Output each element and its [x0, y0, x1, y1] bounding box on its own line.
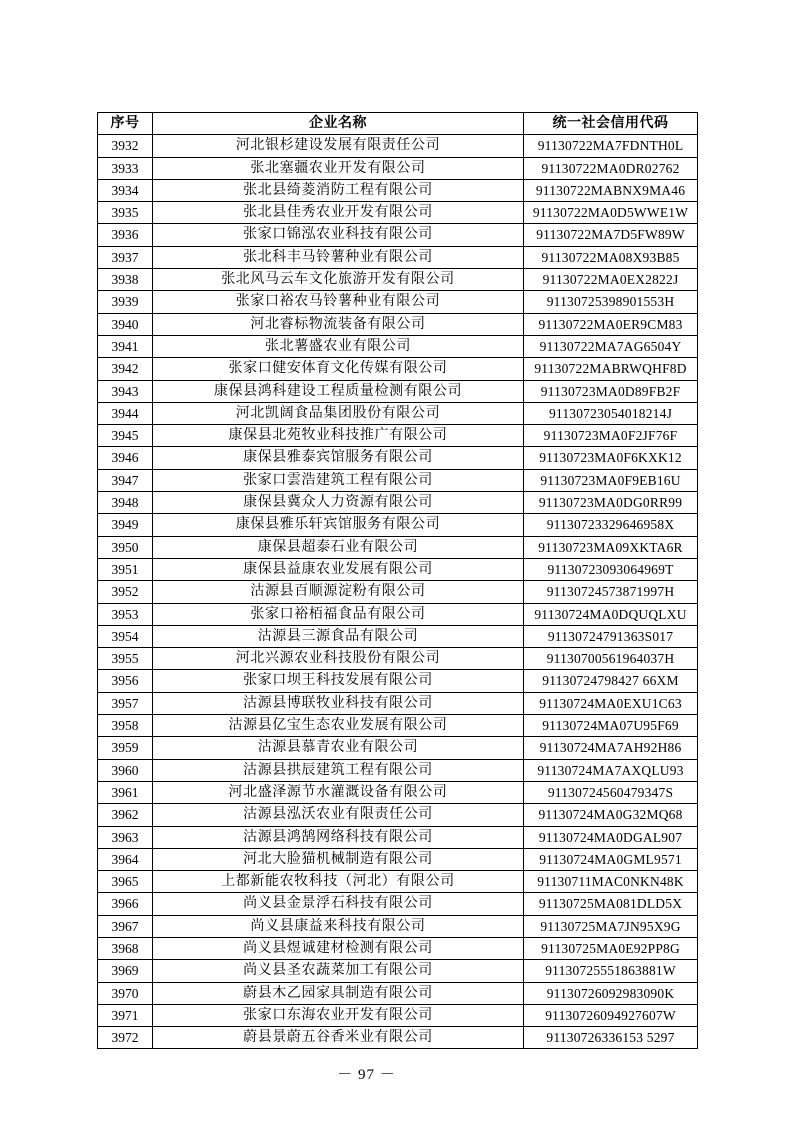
cell-enterprise-name: 沽源县百顺源淀粉有限公司: [153, 581, 524, 603]
cell-sequence: 3935: [98, 202, 153, 224]
column-header-sequence: 序号: [98, 113, 153, 135]
table-row: [98, 313, 698, 335]
cell-sequence: 3962: [98, 804, 153, 826]
table-row: [98, 335, 698, 357]
cell-credit-code: 91130724573871997H: [524, 581, 698, 603]
cell-enterprise-name: 沽源县博联牧业科技有限公司: [153, 692, 524, 714]
cell-credit-code: 91130724MA0DQUQLXU: [524, 603, 698, 625]
cell-sequence: 3968: [98, 937, 153, 959]
table-row: [98, 625, 698, 647]
table-row: [98, 558, 698, 580]
enterprise-registry-table: [97, 112, 698, 1049]
cell-sequence: 3952: [98, 581, 153, 603]
cell-enterprise-name: 沽源县泓沃农业有限责任公司: [153, 804, 524, 826]
cell-credit-code: 91130725MA0E92PP8G: [524, 937, 698, 959]
table-row: [98, 269, 698, 291]
cell-credit-code: 91130724MA0DGAL907: [524, 826, 698, 848]
cell-enterprise-name: 张家口裕农马铃薯种业有限公司: [153, 291, 524, 313]
cell-sequence: 3953: [98, 603, 153, 625]
cell-sequence: 3949: [98, 514, 153, 536]
cell-sequence: 3960: [98, 759, 153, 781]
page-footer: [0, 1063, 793, 1084]
cell-sequence: 3956: [98, 670, 153, 692]
cell-credit-code: 91130724MA7AH92H86: [524, 737, 698, 759]
cell-sequence: 3948: [98, 492, 153, 514]
enterprise-registry-table-container: [97, 112, 697, 1049]
column-header-credit-code: 统一社会信用代码: [524, 113, 698, 135]
cell-enterprise-name: 张北县绮菱消防工程有限公司: [153, 179, 524, 201]
cell-credit-code: 91130722MABRWQHF8D: [524, 358, 698, 380]
cell-sequence: 3959: [98, 737, 153, 759]
cell-enterprise-name: 河北凯阔食品集团股份有限公司: [153, 402, 524, 424]
cell-sequence: 3947: [98, 469, 153, 491]
cell-enterprise-name: 康保县鸿科建设工程质量检测有限公司: [153, 380, 524, 402]
cell-credit-code: 91130722MA08X93B85: [524, 246, 698, 268]
cell-enterprise-name: 张家口雲浩建筑工程有限公司: [153, 469, 524, 491]
cell-sequence: 3972: [98, 1027, 153, 1049]
table-row: [98, 469, 698, 491]
cell-enterprise-name: 沽源县三源食品有限公司: [153, 625, 524, 647]
cell-credit-code: 91130722MABNX9MA46: [524, 179, 698, 201]
cell-enterprise-name: 张北薯盛农业有限公司: [153, 335, 524, 357]
table-row: [98, 224, 698, 246]
table-row: [98, 603, 698, 625]
cell-enterprise-name: 张家口东海农业开发有限公司: [153, 1004, 524, 1026]
table-row: [98, 648, 698, 670]
cell-credit-code: 91130724791363S017: [524, 625, 698, 647]
table-row: [98, 826, 698, 848]
page-number: － 97 －: [337, 1067, 396, 1083]
cell-sequence: 3958: [98, 715, 153, 737]
cell-enterprise-name: 河北银杉建设发展有限责任公司: [153, 135, 524, 157]
cell-sequence: 3937: [98, 246, 153, 268]
cell-sequence: 3943: [98, 380, 153, 402]
table-row: [98, 893, 698, 915]
cell-sequence: 3944: [98, 402, 153, 424]
table-row: [98, 1004, 698, 1026]
cell-credit-code: 91130723054018214J: [524, 402, 698, 424]
cell-credit-code: 91130725MA081DLD5X: [524, 893, 698, 915]
cell-credit-code: 91130726336153 5297: [524, 1027, 698, 1049]
cell-sequence: 3970: [98, 982, 153, 1004]
cell-sequence: 3942: [98, 358, 153, 380]
cell-sequence: 3966: [98, 893, 153, 915]
cell-enterprise-name: 张北塞疆农业开发有限公司: [153, 157, 524, 179]
cell-credit-code: 91130722MA0DR02762: [524, 157, 698, 179]
table-row: [98, 447, 698, 469]
cell-sequence: 3945: [98, 425, 153, 447]
table-row: [98, 492, 698, 514]
table-row: [98, 759, 698, 781]
cell-credit-code: 91130723093064969T: [524, 558, 698, 580]
cell-sequence: 3933: [98, 157, 153, 179]
cell-enterprise-name: 张家口坝王科技发展有限公司: [153, 670, 524, 692]
cell-credit-code: 91130722MA0D5WWE1W: [524, 202, 698, 224]
cell-enterprise-name: 张家口健安体育文化传媒有限公司: [153, 358, 524, 380]
cell-enterprise-name: 沽源县亿宝生态农业发展有限公司: [153, 715, 524, 737]
cell-credit-code: 91130725551863881W: [524, 960, 698, 982]
table-row: [98, 179, 698, 201]
cell-credit-code: 91130700561964037H: [524, 648, 698, 670]
cell-enterprise-name: 蔚县景蔚五谷香米业有限公司: [153, 1027, 524, 1049]
table-row: [98, 804, 698, 826]
cell-sequence: 3969: [98, 960, 153, 982]
cell-credit-code: 91130724MA0GML9571: [524, 848, 698, 870]
table-row: [98, 692, 698, 714]
cell-sequence: 3938: [98, 269, 153, 291]
table-row: [98, 358, 698, 380]
cell-credit-code: 91130724MA07U95F69: [524, 715, 698, 737]
cell-enterprise-name: 河北兴源农业科技股份有限公司: [153, 648, 524, 670]
cell-enterprise-name: 张北科丰马铃薯种业有限公司: [153, 246, 524, 268]
cell-credit-code: 91130723MA0F6KXK12: [524, 447, 698, 469]
cell-sequence: 3941: [98, 335, 153, 357]
table-row: [98, 536, 698, 558]
cell-sequence: 3967: [98, 915, 153, 937]
cell-credit-code: 91130723329646958X: [524, 514, 698, 536]
table-row: [98, 425, 698, 447]
cell-sequence: 3954: [98, 625, 153, 647]
cell-credit-code: 91130722MA0EX2822J: [524, 269, 698, 291]
cell-enterprise-name: 河北睿标物流装备有限公司: [153, 313, 524, 335]
table-row: [98, 781, 698, 803]
cell-enterprise-name: 沽源县鸿鹄网络科技有限公司: [153, 826, 524, 848]
cell-enterprise-name: 康保县冀众人力资源有限公司: [153, 492, 524, 514]
cell-credit-code: 91130724798427 66XM: [524, 670, 698, 692]
cell-enterprise-name: 康保县雅泰宾馆服务有限公司: [153, 447, 524, 469]
cell-credit-code: 91130723MA0F2JF76F: [524, 425, 698, 447]
cell-credit-code: 91130723MA0F9EB16U: [524, 469, 698, 491]
table-body: [98, 135, 698, 1049]
table-row: [98, 157, 698, 179]
cell-sequence: 3964: [98, 848, 153, 870]
cell-credit-code: 91130722MA7AG6504Y: [524, 335, 698, 357]
table-row: [98, 135, 698, 157]
cell-enterprise-name: 尚义县圣农蔬菜加工有限公司: [153, 960, 524, 982]
cell-enterprise-name: 尚义县煜诚建材检测有限公司: [153, 937, 524, 959]
cell-enterprise-name: 蔚县木乙园家具制造有限公司: [153, 982, 524, 1004]
table-row: [98, 514, 698, 536]
table-row: [98, 937, 698, 959]
cell-sequence: 3965: [98, 871, 153, 893]
cell-enterprise-name: 沽源县拱辰建筑工程有限公司: [153, 759, 524, 781]
cell-enterprise-name: 康保县超泰石业有限公司: [153, 536, 524, 558]
cell-sequence: 3971: [98, 1004, 153, 1026]
cell-credit-code: 91130724560479347S: [524, 781, 698, 803]
cell-sequence: 3932: [98, 135, 153, 157]
cell-enterprise-name: 上都新能农牧科技（河北）有限公司: [153, 871, 524, 893]
cell-enterprise-name: 尚义县金景浮石科技有限公司: [153, 893, 524, 915]
cell-credit-code: 91130722MA0ER9CM83: [524, 313, 698, 335]
cell-enterprise-name: 康保县雅乐轩宾馆服务有限公司: [153, 514, 524, 536]
table-row: [98, 670, 698, 692]
table-row: [98, 715, 698, 737]
cell-enterprise-name: 张家口锦泓农业科技有限公司: [153, 224, 524, 246]
cell-sequence: 3950: [98, 536, 153, 558]
cell-enterprise-name: 张北县佳秀农业开发有限公司: [153, 202, 524, 224]
table-header-row: [98, 113, 698, 135]
table-row: [98, 737, 698, 759]
cell-sequence: 3934: [98, 179, 153, 201]
cell-credit-code: 91130723MA0D89FB2F: [524, 380, 698, 402]
cell-credit-code: 91130724MA0G32MQ68: [524, 804, 698, 826]
table-row: [98, 960, 698, 982]
cell-enterprise-name: 沽源县慕青农业有限公司: [153, 737, 524, 759]
cell-credit-code: 91130725398901553H: [524, 291, 698, 313]
cell-enterprise-name: 康保县益康农业发展有限公司: [153, 558, 524, 580]
cell-enterprise-name: 河北盛泽源节水灌溉设备有限公司: [153, 781, 524, 803]
cell-credit-code: 91130724MA7AXQLU93: [524, 759, 698, 781]
cell-sequence: 3936: [98, 224, 153, 246]
cell-enterprise-name: 尚义县康益来科技有限公司: [153, 915, 524, 937]
cell-sequence: 3939: [98, 291, 153, 313]
cell-sequence: 3961: [98, 781, 153, 803]
cell-enterprise-name: 张北风马云车文化旅游开发有限公司: [153, 269, 524, 291]
table-row: [98, 915, 698, 937]
cell-credit-code: 91130723MA0DG0RR99: [524, 492, 698, 514]
table-row: [98, 291, 698, 313]
cell-sequence: 3963: [98, 826, 153, 848]
cell-sequence: 3946: [98, 447, 153, 469]
cell-credit-code: 91130725MA7JN95X9G: [524, 915, 698, 937]
cell-enterprise-name: 河北大脸猫机械制造有限公司: [153, 848, 524, 870]
cell-enterprise-name: 张家口裕栢福食品有限公司: [153, 603, 524, 625]
cell-credit-code: 91130722MA7D5FW89W: [524, 224, 698, 246]
table-row: [98, 848, 698, 870]
cell-credit-code: 91130726094927607W: [524, 1004, 698, 1026]
table-row: [98, 581, 698, 603]
cell-credit-code: 91130724MA0EXU1C63: [524, 692, 698, 714]
cell-credit-code: 91130723MA09XKTA6R: [524, 536, 698, 558]
table-row: [98, 982, 698, 1004]
table-row: [98, 202, 698, 224]
cell-credit-code: 91130726092983090K: [524, 982, 698, 1004]
cell-sequence: 3957: [98, 692, 153, 714]
table-header: [98, 113, 698, 135]
cell-sequence: 3955: [98, 648, 153, 670]
table-row: [98, 871, 698, 893]
cell-enterprise-name: 康保县北苑牧业科技推广有限公司: [153, 425, 524, 447]
cell-sequence: 3940: [98, 313, 153, 335]
column-header-enterprise-name: 企业名称: [153, 113, 524, 135]
table-row: [98, 1027, 698, 1049]
cell-credit-code: 91130711MAC0NKN48K: [524, 871, 698, 893]
table-row: [98, 246, 698, 268]
cell-credit-code: 91130722MA7FDNTH0L: [524, 135, 698, 157]
table-row: [98, 380, 698, 402]
cell-sequence: 3951: [98, 558, 153, 580]
table-row: [98, 402, 698, 424]
